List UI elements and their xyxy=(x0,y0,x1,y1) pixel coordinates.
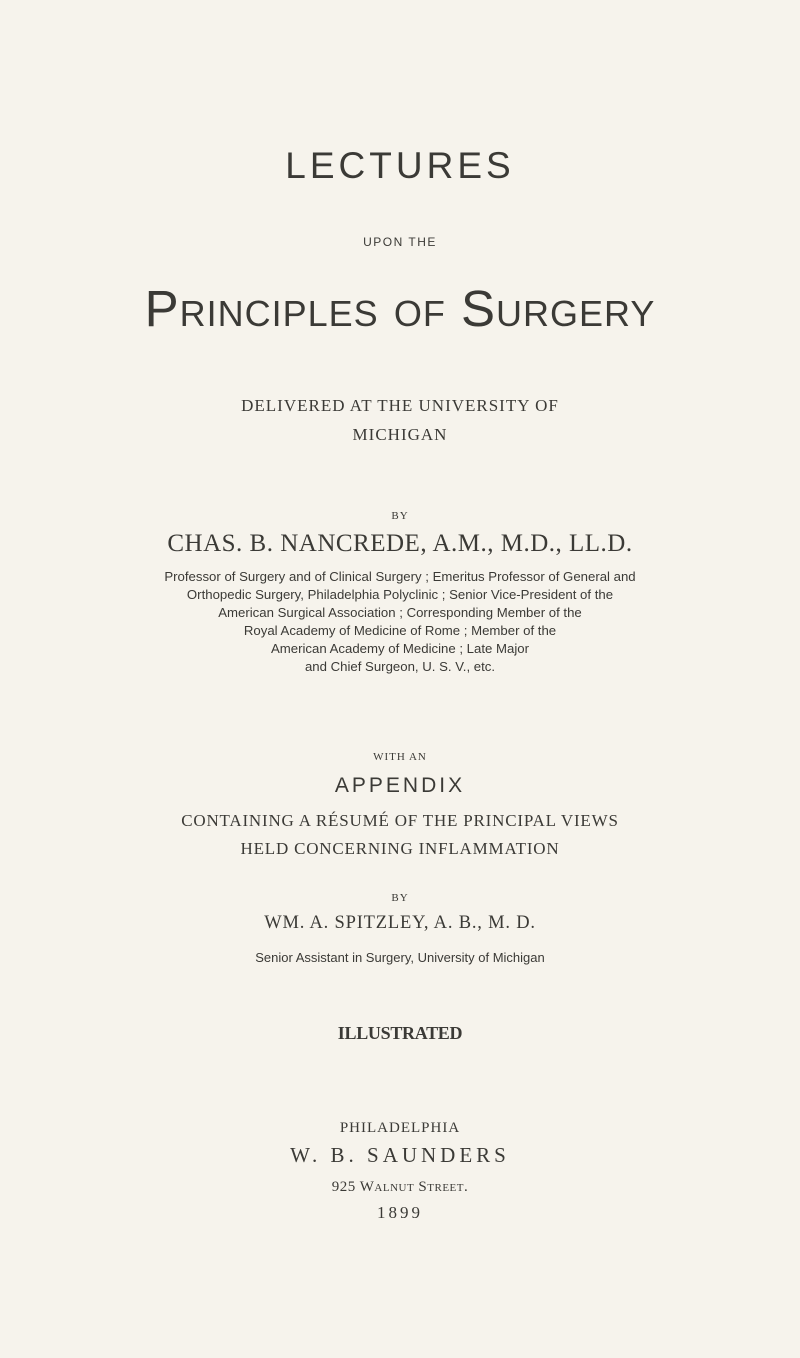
author-name: CHAS. B. NANCREDE, A.M., M.D., LL.D. xyxy=(167,530,633,557)
publisher-name: W. B. SAUNDERS xyxy=(290,1143,510,1167)
credential-line: American Surgical Association ; Corresponding Member of the xyxy=(218,605,582,620)
coauthor-role: Senior Assistant in Surgery, University of Michigan xyxy=(255,950,545,965)
with-an-label: WITH AN xyxy=(373,751,427,763)
credential-line: Orthopedic Surgery, Philadelphia Polyclinic ; Senior Vice-President of the xyxy=(186,587,614,602)
book-subject: Principles of Surgery xyxy=(144,280,656,337)
appendix-line-2: HELD CONCERNING INFLAMMATION xyxy=(240,839,560,858)
by-label-2: BY xyxy=(391,892,409,904)
book-title: LECTURES xyxy=(285,145,515,186)
credential-line: Royal Academy of Medicine of Rome ; Member of the xyxy=(243,623,557,638)
appendix-line-1: CONTAINING A RÉSUMÉ OF THE PRINCIPAL VIEWS xyxy=(181,811,619,830)
publisher-city: PHILADELPHIA xyxy=(339,1120,461,1136)
illustrated-label: ILLUSTRATED xyxy=(337,1023,463,1043)
appendix-heading: APPENDIX xyxy=(334,774,466,797)
publisher-address: 925 Walnut Street. xyxy=(331,1179,469,1195)
coauthor-name: WM. A. SPITZLEY, A. B., M. D. xyxy=(264,913,536,933)
author-credentials xyxy=(0,568,800,676)
delivered-line-2: MICHIGAN xyxy=(352,425,448,444)
credential-line: and Chief Surgeon, U. S. V., etc. xyxy=(304,659,496,674)
credential-line: Professor of Surgery and of Clinical Surgery ; Emeritus Professor of General and xyxy=(164,569,636,584)
upon-the-text: UPON THE xyxy=(363,235,437,249)
delivered-line-1: DELIVERED AT THE UNIVERSITY OF xyxy=(241,396,559,415)
credential-line: American Academy of Medicine ; Late Major xyxy=(270,641,529,656)
by-label: BY xyxy=(391,510,409,522)
publication-year: 1899 xyxy=(377,1203,423,1222)
